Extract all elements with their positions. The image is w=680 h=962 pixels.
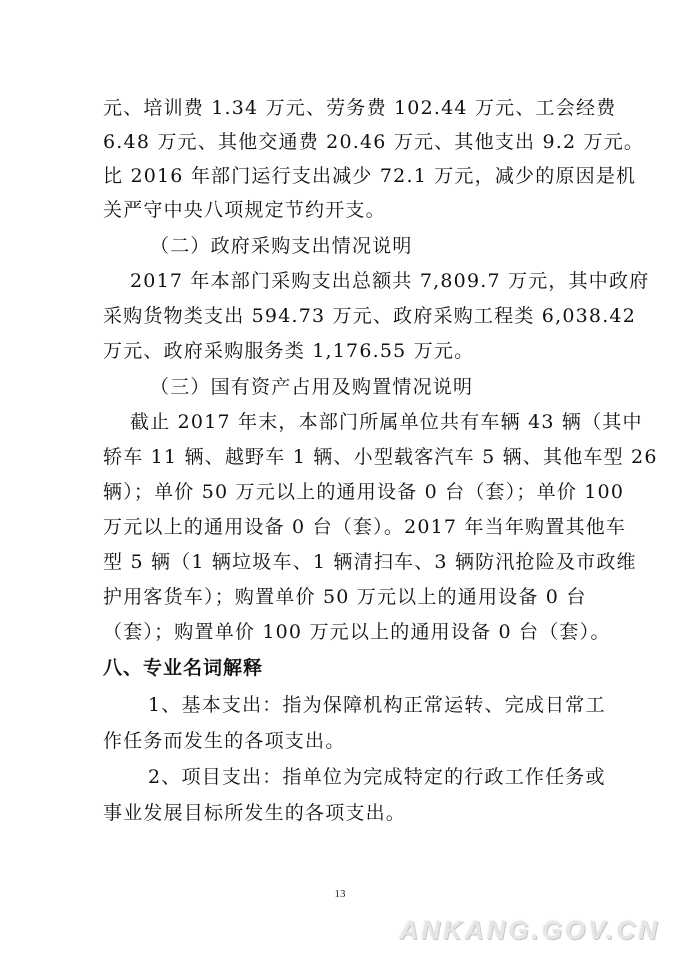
watermark: ANKANG.GOV.CN bbox=[399, 915, 660, 945]
body-text-line: 辆）；单价 50 万元以上的通用设备 0 台（套）；单价 100 bbox=[103, 481, 625, 503]
body-text-line: 轿车 11 辆、越野车 1 辆、小型载客汽车 5 辆、其他车型 26 bbox=[103, 446, 658, 468]
definition-line: 事业发展目标所发生的各项支出。 bbox=[103, 802, 407, 824]
section-subheading: （三）国有资产占用及购置情况说明 bbox=[150, 376, 474, 398]
body-text-line: 6.48 万元、其他交通费 20.46 万元、其他支出 9.2 万元。 bbox=[103, 131, 645, 153]
body-text-line: 元、培训费 1.34 万元、劳务费 102.44 万元、工会经费 bbox=[103, 97, 617, 119]
body-text-line: 截止 2017 年末，本部门所属单位共有车辆 43 辆（其中 bbox=[130, 411, 643, 433]
body-text-line: 比 2016 年部门运行支出减少 72.1 万元，减少的原因是机 bbox=[103, 165, 637, 187]
definition-line: 作任务而发生的各项支出。 bbox=[103, 730, 346, 752]
definition-line: 2、项目支出：指单位为完成特定的行政工作任务或 bbox=[148, 766, 606, 788]
definition-line: 1、基本支出：指为保障机构正常运转、完成日常工 bbox=[148, 694, 606, 716]
section-subheading: （二）政府采购支出情况说明 bbox=[150, 235, 413, 257]
body-text-line: 采购货物类支出 594.73 万元、政府采购工程类 6,038.42 bbox=[103, 305, 637, 327]
body-text-line: 型 5 辆（1 辆垃圾车、1 辆清扫车、3 辆防汛抢险及市政维 bbox=[103, 551, 637, 573]
body-text-line: （套）；购置单价 100 万元以上的通用设备 0 台（套）。 bbox=[103, 621, 611, 643]
body-text-line: 万元、政府采购服务类 1,176.55 万元。 bbox=[103, 340, 475, 362]
section-heading: 八、专业名词解释 bbox=[103, 657, 264, 679]
page-number: 13 bbox=[334, 888, 346, 900]
body-text-line: 关严守中央八项规定节约开支。 bbox=[103, 199, 386, 221]
body-text-line: 2017 年本部门采购支出总额共 7,809.7 万元，其中政府 bbox=[130, 270, 650, 292]
body-text-line: 万元以上的通用设备 0 台（套）。2017 年当年购置其他车 bbox=[103, 516, 627, 538]
body-text-line: 护用客货车）；购置单价 50 万元以上的通用设备 0 台 bbox=[103, 586, 587, 608]
